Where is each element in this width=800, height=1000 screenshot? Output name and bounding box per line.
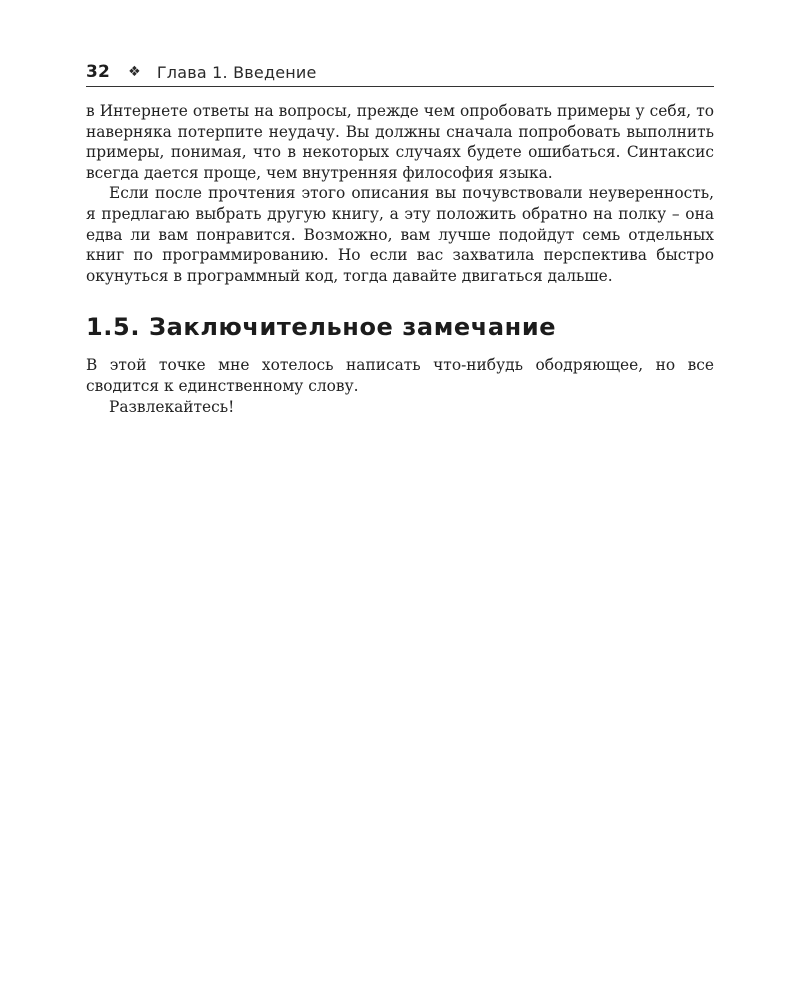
page-number: 32 [86, 62, 111, 82]
book-page [86, 60, 714, 417]
running-header [86, 60, 714, 87]
chapter-title: Глава 1. Введение [156, 62, 317, 82]
section-heading: 1.5. Заключительное замечание [86, 313, 557, 342]
paragraph: Если после прочтения этого описания вы почувствовали неуверенность, я предлагаю выбрать другую книгу, а эту положить обратно на полку – она едва ли вам понравится. Возможно, вам лучше подойдут семь отдельных книг по программированию. Но если вас захватила перспектива быстро окунуться в программный код, тогда давайте двигаться дальше. [86, 184, 714, 285]
paragraph: В этой точке мне хотелось написать что-нибудь ободряющее, но все сводится к единственному слову. [86, 356, 714, 395]
paragraph: в Интернете ответы на вопросы, прежде чем опробовать примеры у себя, то наверняка потерпите неудачу. Вы должны сначала попробовать выполнить примеры, понимая, что в некоторых случаях будете ошибаться. Синтаксис всегда дается проще, чем внутренняя философия языка. [86, 102, 714, 182]
ornament-icon: ❖ [128, 64, 141, 80]
paragraph: Развлекайтесь! [109, 397, 235, 416]
